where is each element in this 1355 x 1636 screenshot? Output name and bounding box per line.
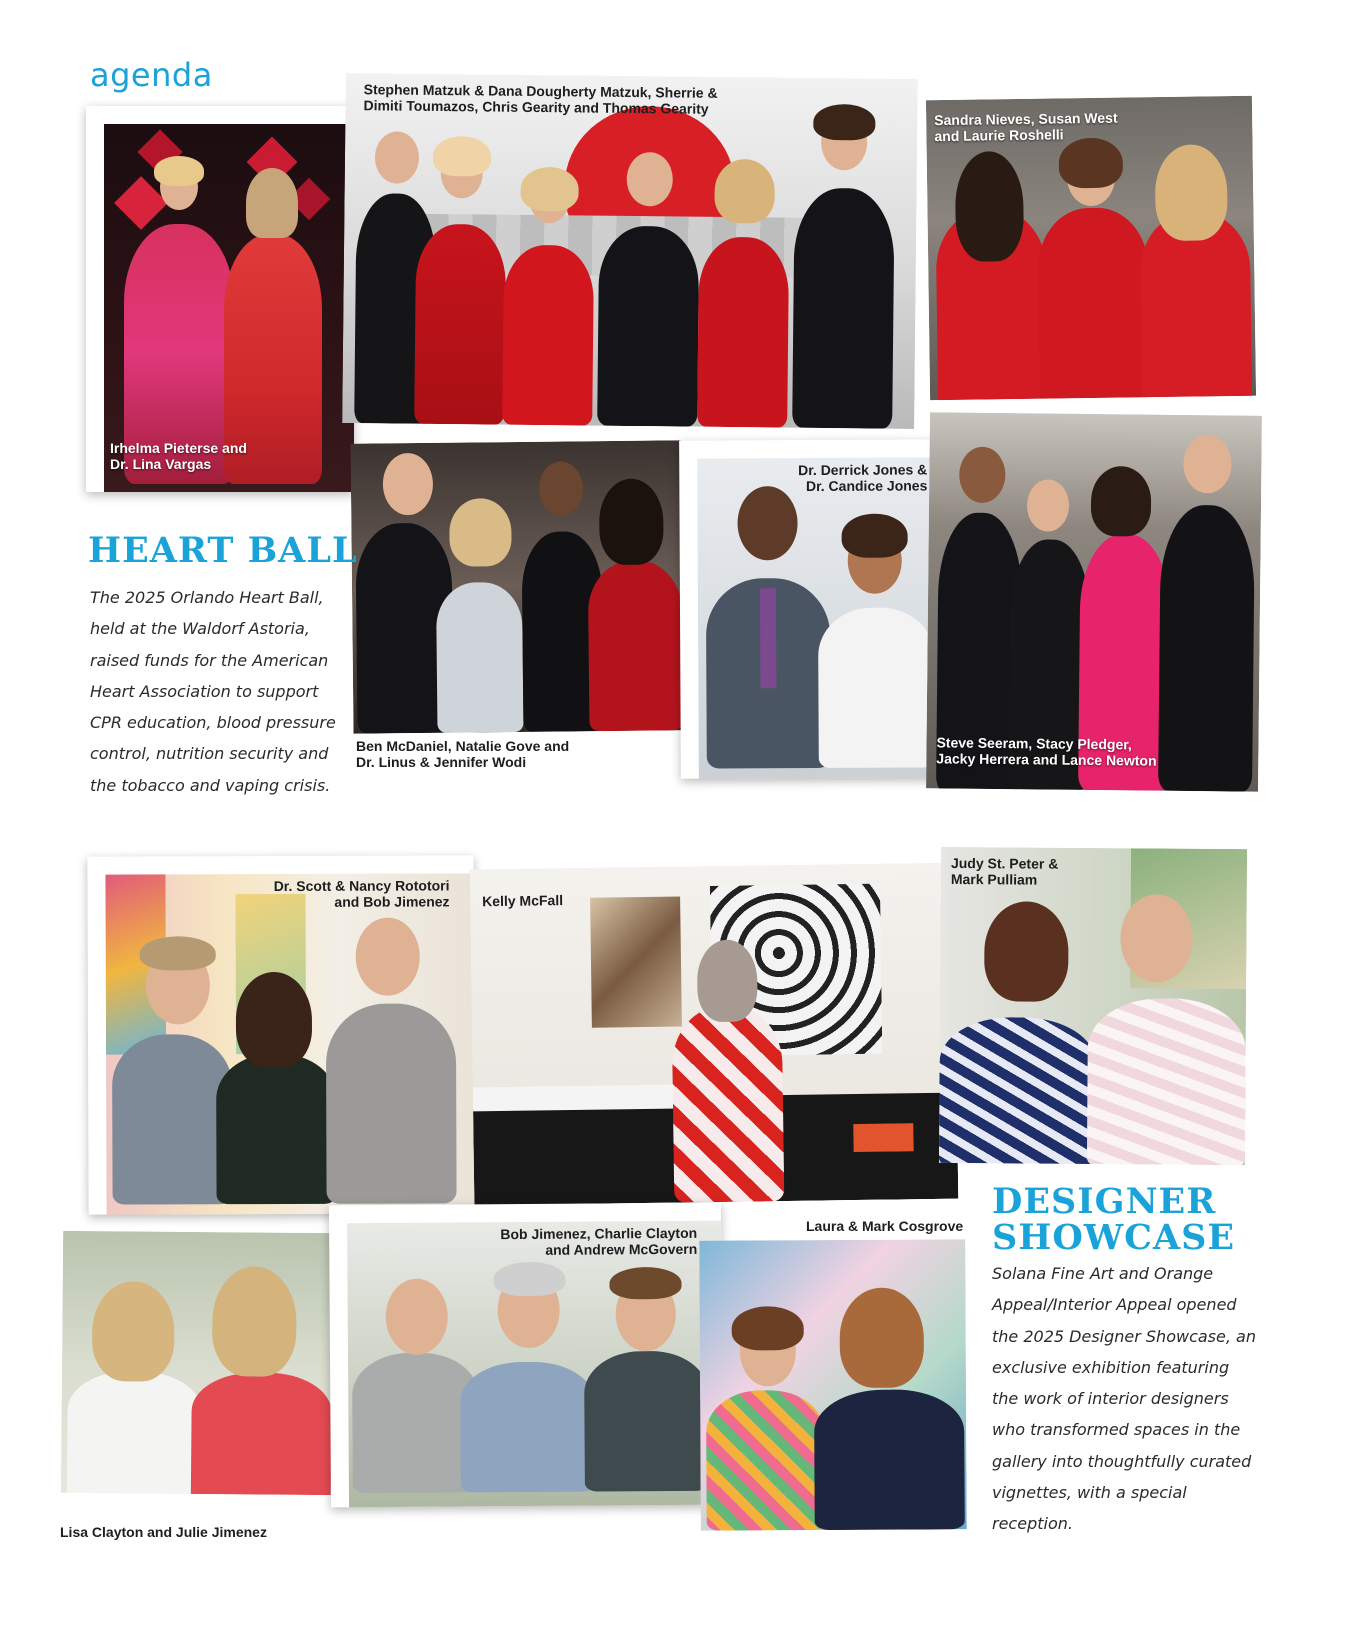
body-line: Appeal/Interior Appeal opened	[992, 1295, 1237, 1315]
caption-line: Jacky Herrera and Lance Newton	[936, 750, 1157, 769]
photo-mcdaniel-gove-wodi	[350, 440, 683, 733]
caption-line: Sandra Nieves, Susan West	[934, 109, 1118, 129]
caption-line: Steve Seeram, Stacy Pledger,	[936, 734, 1132, 753]
caption-line: Kelly McFall	[482, 892, 564, 910]
body-line: the tobacco and vaping crisis.	[90, 775, 331, 795]
photo-kelly-mcfall	[470, 863, 959, 1206]
body-line: control, nutrition security and	[90, 744, 329, 764]
body-line: Solana Fine Art and Orange	[992, 1264, 1214, 1283]
body-line: who transformed spaces in the	[992, 1420, 1241, 1440]
body-line: raised funds for the American	[90, 650, 329, 670]
caption-line: Bob Jimenez, Charlie Clayton	[500, 1224, 698, 1243]
caption-line: Stephen Matzuk & Dana Dougherty Matzuk, Sherrie &	[363, 81, 718, 101]
caption-line: and Bob Jimenez	[334, 893, 450, 910]
title-line: SHOWCASE	[992, 1217, 1236, 1258]
photo-clayton-jimenez	[61, 1231, 333, 1495]
caption-line: Dimiti Toumazos, Chris Gearity and Thomas Gearity	[363, 97, 709, 117]
body-line: exclusive exhibition featuring	[992, 1357, 1230, 1377]
designer-showcase-title	[992, 1181, 1236, 1258]
body-line: Heart Association to support	[90, 681, 319, 701]
caption-line: and Andrew McGovern	[545, 1240, 698, 1258]
body-line: held at the Waldorf Astoria,	[90, 619, 310, 639]
caption-line: Dr. Candice Jones	[805, 477, 928, 495]
caption-line: Irhelma Pieterse and	[110, 440, 247, 456]
body-line: the work of interior designers	[992, 1389, 1229, 1409]
photo-pieterse-vargas	[86, 106, 354, 492]
caption-line: Lisa Clayton and Julie Jimenez	[60, 1524, 267, 1540]
caption-line: Dr. Linus & Jennifer Wodi	[356, 754, 527, 770]
caption-line: Judy St. Peter &	[950, 855, 1059, 872]
caption-line: Laura & Mark Cosgrove	[806, 1218, 964, 1234]
photo-cosgrove	[699, 1239, 967, 1530]
body-line: reception.	[992, 1514, 1073, 1534]
photo-matzuk-group	[342, 73, 918, 429]
body-line: The 2025 Orlando Heart Ball,	[90, 588, 324, 607]
photo-stpeter-pulliam	[939, 847, 1247, 1165]
designer-showcase-body	[992, 1258, 1256, 1540]
caption-line: Mark Pulliam	[950, 871, 1038, 888]
section-label: agenda	[90, 56, 213, 94]
caption-line: Ben McDaniel, Natalie Gove and	[356, 738, 570, 754]
caption-line: Dr. Scott & Nancy Rototori	[273, 877, 450, 895]
caption-line: Dr. Lina Vargas	[110, 456, 212, 472]
photo-seeram-pledger-herrera-newton	[926, 412, 1262, 791]
body-line: vignettes, with a special	[992, 1483, 1187, 1503]
photo-nieves-west-roshelli	[926, 96, 1256, 401]
heart-ball-title: HEART BALL	[88, 530, 358, 571]
body-line: gallery into thoughtfully curated	[992, 1451, 1252, 1471]
caption-line: Dr. Derrick Jones &	[798, 461, 928, 479]
photo-rototori-jimenez	[87, 855, 474, 1214]
photo-derrick-candice-jones	[679, 439, 953, 778]
heart-ball-body	[90, 582, 336, 801]
body-line: the 2025 Designer Showcase, an	[992, 1326, 1256, 1346]
title-line: DESIGNER	[992, 1181, 1217, 1222]
caption-line: and Laurie Roshelli	[934, 126, 1064, 145]
photo-bob-jimenez-clayton-mcgovern	[329, 1203, 723, 1508]
body-line: CPR education, blood pressure	[90, 713, 336, 733]
